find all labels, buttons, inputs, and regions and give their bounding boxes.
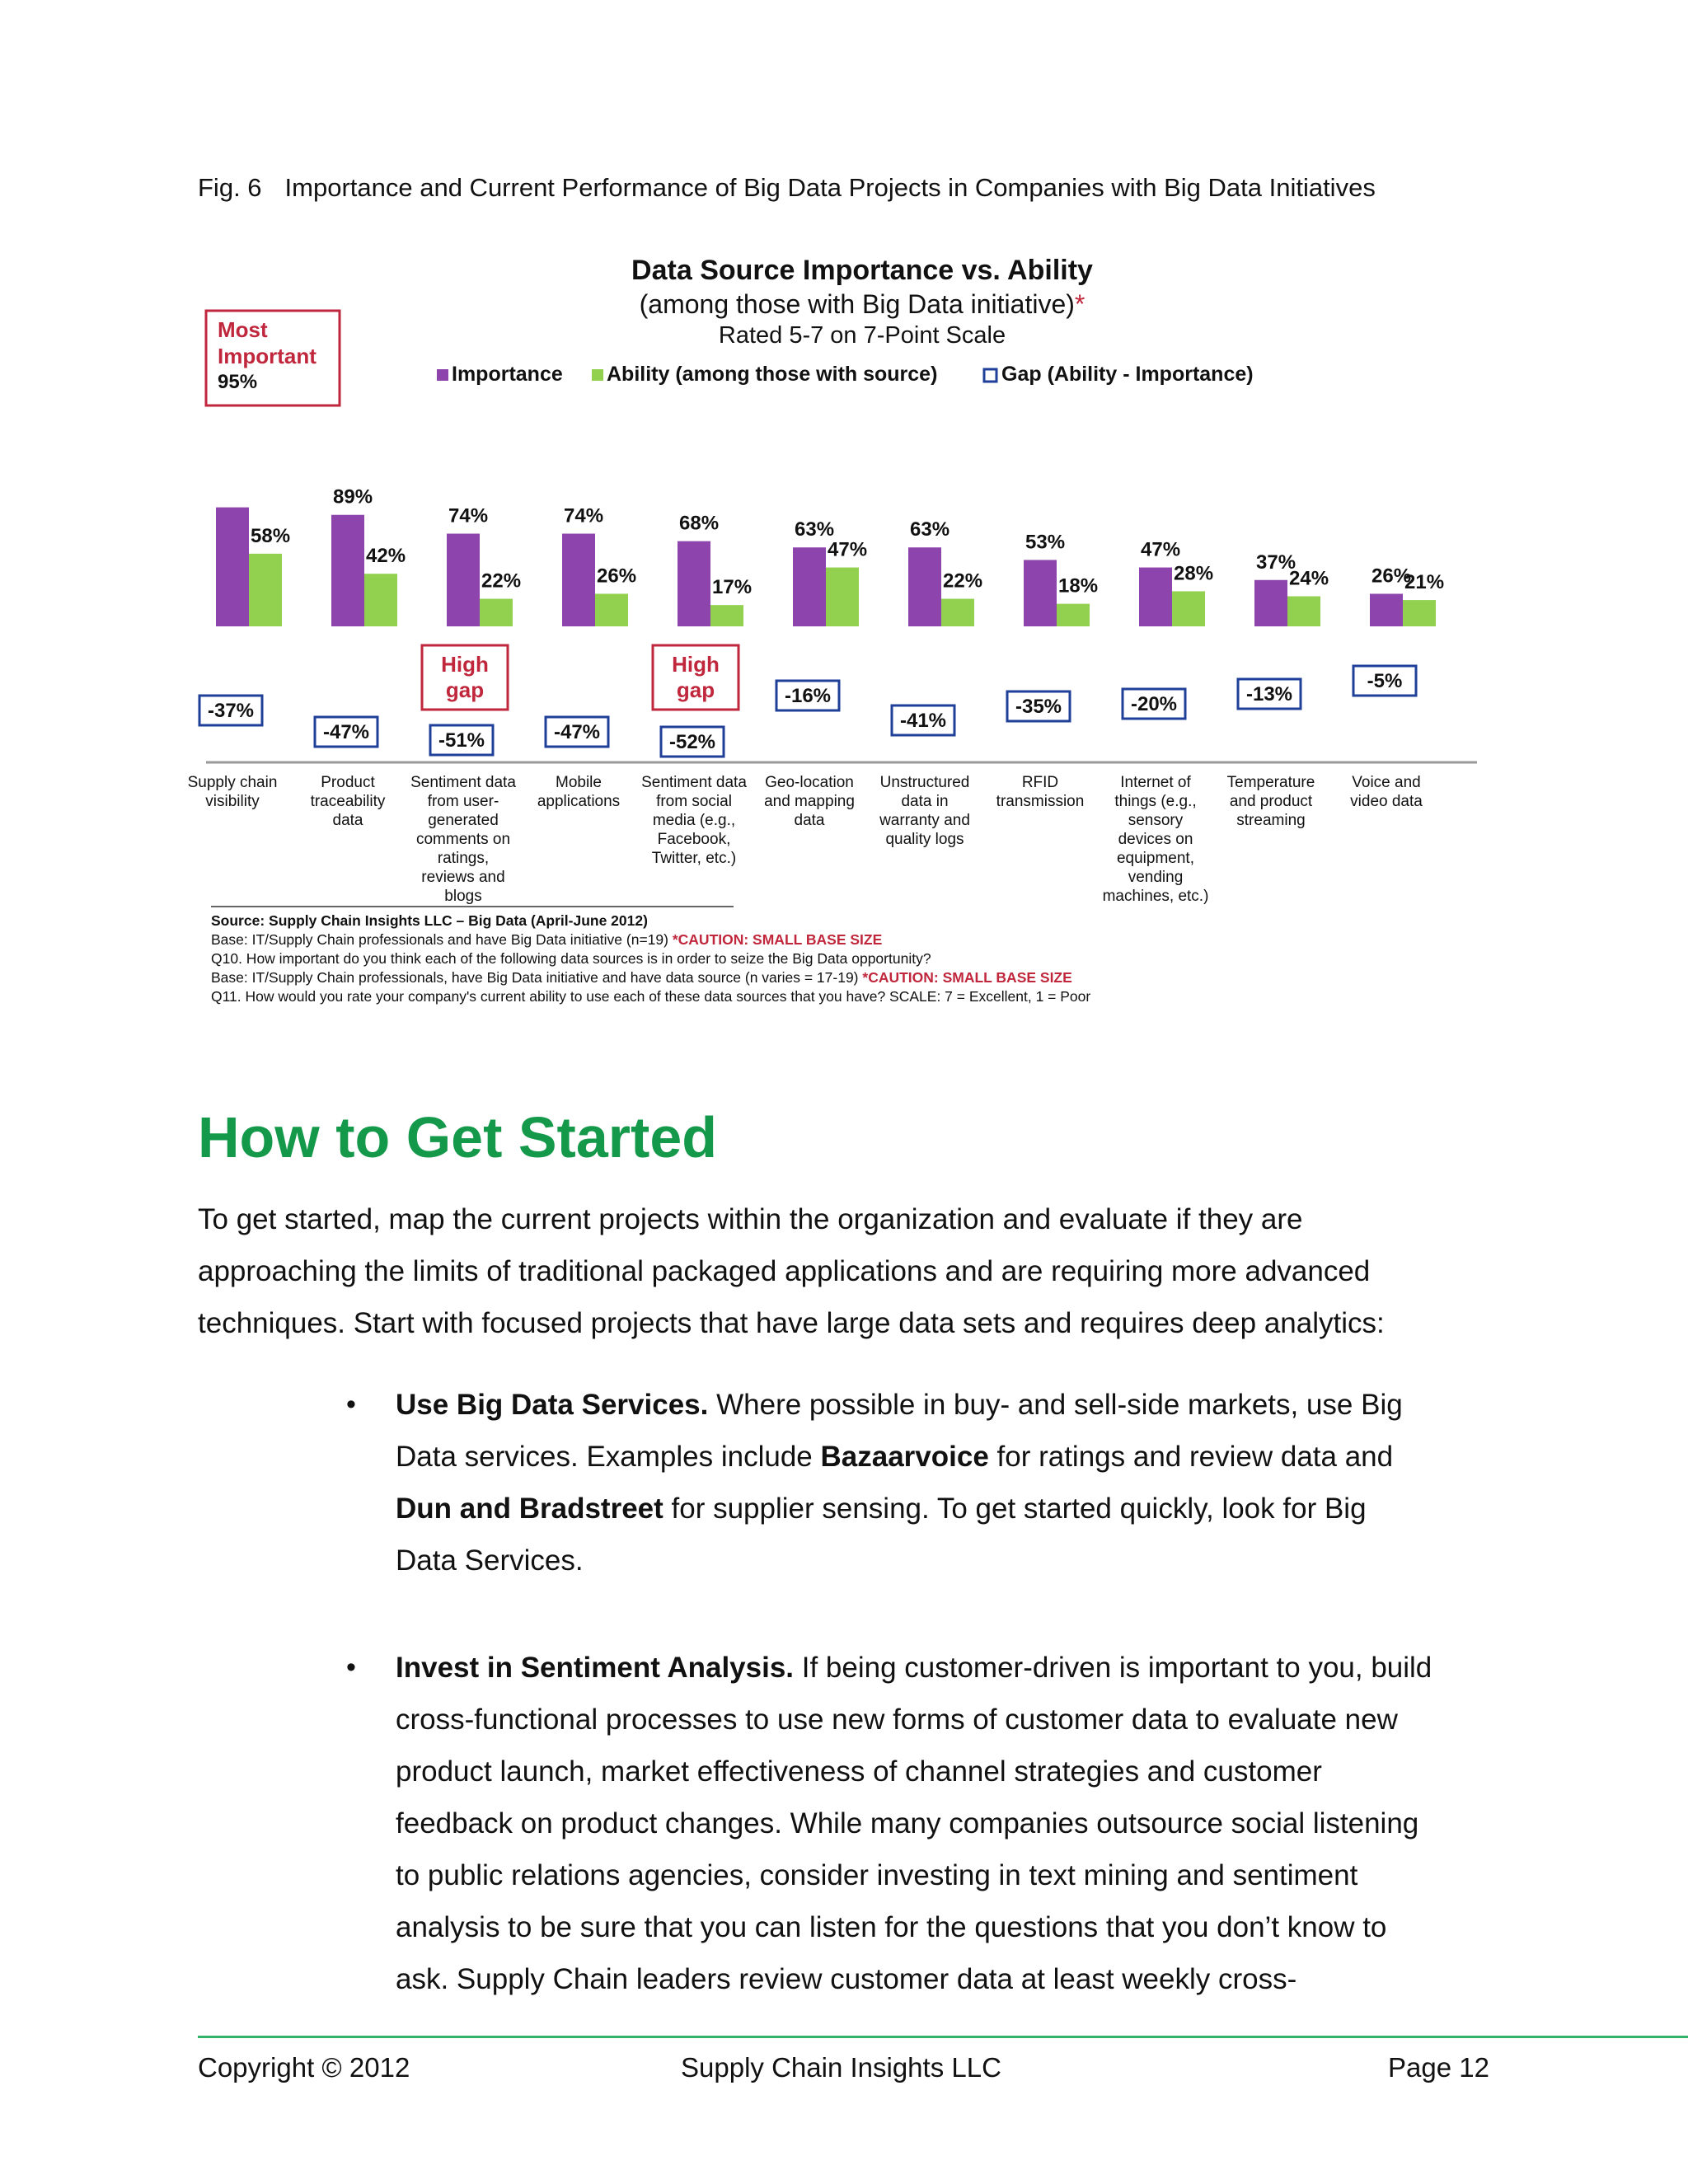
ability-bar xyxy=(941,599,974,626)
gap-value-label: -47% xyxy=(553,721,601,743)
bullet-text: Where possible in buy- and sell-side markets, use Big xyxy=(708,1389,1403,1421)
ability-bar xyxy=(710,605,743,626)
footer-page-number: Page 12 xyxy=(1388,2052,1489,2083)
importance-data-label: 26% xyxy=(1372,565,1412,588)
bullet-line xyxy=(396,1431,1500,1483)
bullet-text: for ratings and review data and xyxy=(988,1441,1394,1473)
bullet-line xyxy=(396,1642,1500,1694)
bullet-big-data-services xyxy=(346,1379,1500,1586)
gap-value-label: -20% xyxy=(1130,693,1178,715)
importance-data-label: 53% xyxy=(1025,531,1066,554)
footer-rule xyxy=(198,2036,1688,2038)
importance-bar xyxy=(447,534,480,626)
gap-value-label: -16% xyxy=(784,685,832,707)
intro-line: techniques. Start with focused projects that have large data sets and requires deep analytics: xyxy=(198,1307,1385,1339)
category-label: Internet of things (e.g., sensory devices on equipment, vending machines, etc.) xyxy=(1102,774,1209,905)
chart-subtitle: (among those with Big Data initiative)* xyxy=(639,289,1085,319)
importance-data-label: 95% xyxy=(218,371,258,393)
ability-bar xyxy=(1403,600,1436,626)
category-label: Supply chain visibility xyxy=(187,774,278,810)
figure-caption-text: Importance and Current Performance of Big Data Projects in Companies with Big Data Initiatives xyxy=(284,173,1376,202)
bullet-line: to public relations agencies, consider investing in text mining and sentiment xyxy=(396,1859,1358,1891)
importance-data-label: 68% xyxy=(679,512,720,535)
importance-data-label: 63% xyxy=(910,518,950,541)
intro-paragraph xyxy=(198,1193,1517,1349)
high-gap-callout-text: gap xyxy=(676,677,715,702)
ability-data-label: 42% xyxy=(366,545,406,568)
importance-bar xyxy=(331,515,364,626)
importance-bar xyxy=(216,508,249,626)
ability-bar xyxy=(1172,591,1205,626)
ability-data-label: 22% xyxy=(481,569,522,593)
base-line-2: Base: IT/Supply Chain professionals, have Big Data initiative and have data source (n varies = 17-19) *CAUTION: SMALL BASE SIZE xyxy=(211,969,1072,986)
importance-bar xyxy=(793,547,826,626)
gap-value-label: -51% xyxy=(438,729,485,752)
chart xyxy=(187,243,1500,1026)
chart-legend xyxy=(437,363,1254,386)
bullet-dot: • xyxy=(346,1389,356,1420)
importance-bar xyxy=(1024,560,1057,626)
ability-data-label: 58% xyxy=(251,524,291,547)
q11-line: Q11. How would you rate your company's current ability to use each of these data sources that you have? SCALE: 7 = Excellent, 1 = Poor xyxy=(211,988,1091,1005)
ability-bar xyxy=(1057,604,1090,626)
most-important-callout-text: Most Important xyxy=(218,317,316,368)
category-label: Temperature and product streaming xyxy=(1226,774,1315,829)
section-heading: How to Get Started xyxy=(198,1105,718,1169)
importance-bar xyxy=(1254,580,1287,626)
chart-title: Data Source Importance vs. Ability xyxy=(631,255,1093,286)
importance-bar xyxy=(1370,593,1403,626)
legend-label-gap: Gap (Ability - Importance) xyxy=(1001,363,1254,386)
q10-line: Q10. How important do you think each of the following data sources is in order to seize the Big Data opportunity? xyxy=(211,950,931,967)
importance-data-label: 63% xyxy=(795,518,835,541)
bullet-line: ask. Supply Chain leaders review customer data at least weekly cross- xyxy=(396,1963,1297,1995)
bazaarvoice-term: Bazaarvoice xyxy=(820,1441,989,1473)
ability-bar xyxy=(249,554,282,626)
ability-data-label: 21% xyxy=(1404,571,1445,594)
ability-bar xyxy=(364,574,397,626)
importance-data-label: 74% xyxy=(564,504,604,527)
bullet-line: feedback on product changes. While many companies outsource social listening xyxy=(396,1807,1419,1840)
category-label: Product traceability data xyxy=(310,774,386,829)
gap-value-label: -35% xyxy=(1015,696,1062,718)
bar-chart-svg xyxy=(187,243,1500,1026)
gap-value-label: -5% xyxy=(1367,670,1403,692)
category-label: Unstructured data in warranty and quality logs xyxy=(879,774,970,848)
intro-line: To get started, map the current projects within the organization and evaluate if they are xyxy=(198,1203,1303,1235)
importance-data-label: 47% xyxy=(1141,538,1181,561)
gap-value-label: -52% xyxy=(668,731,716,753)
source-line: Source: Supply Chain Insights LLC – Big Data (April-June 2012) xyxy=(211,912,648,929)
importance-data-label: 37% xyxy=(1256,551,1296,574)
bullet-line: product launch, market effectiveness of channel strategies and customer xyxy=(396,1755,1322,1788)
bullet-line: Data Services. xyxy=(396,1544,584,1577)
importance-data-label: 89% xyxy=(333,485,373,509)
importance-bar xyxy=(678,541,710,626)
figure-number: Fig. 6 xyxy=(198,173,262,202)
bullet-line: analysis to be sure that you can listen for the questions that you don’t know to xyxy=(396,1911,1387,1943)
gap-value-label: -41% xyxy=(899,710,947,732)
bullet-text: Data services. Examples include xyxy=(396,1441,821,1473)
category-label: RFID transmission xyxy=(996,774,1085,810)
ability-data-label: 28% xyxy=(1174,562,1214,585)
gap-value-label: -47% xyxy=(322,721,370,743)
category-label: Sentiment data from user-generated comments on ratings, reviews and blogs xyxy=(410,774,516,905)
bullet-dot: • xyxy=(346,1652,356,1683)
legend-label-importance: Importance xyxy=(452,363,563,386)
importance-bar xyxy=(908,547,941,626)
importance-bar xyxy=(1139,568,1172,626)
bullet-line: cross-functional processes to use new forms of customer data to evaluate new xyxy=(396,1704,1398,1736)
category-label: Voice and video data xyxy=(1350,774,1423,810)
dun-and-bradstreet-term: Dun and Bradstreet xyxy=(396,1493,663,1525)
ability-data-label: 22% xyxy=(943,569,983,593)
footer-copyright: Copyright © 2012 xyxy=(198,2052,410,2083)
ability-data-label: 18% xyxy=(1058,574,1099,598)
importance-data-label: 74% xyxy=(448,504,489,527)
ability-data-label: 26% xyxy=(597,565,637,588)
legend-swatch-importance xyxy=(437,369,448,381)
ability-bar xyxy=(595,593,628,626)
bullet-line xyxy=(396,1483,1500,1535)
ability-bar xyxy=(826,568,859,626)
high-gap-callout-text: High xyxy=(672,652,720,677)
ability-bar xyxy=(480,599,513,626)
intro-line: approaching the limits of traditional packaged applications and are requiring more advanced xyxy=(198,1255,1371,1287)
category-label: Sentiment data from social media (e.g., Facebook, Twitter, etc.) xyxy=(641,774,747,867)
ability-data-label: 17% xyxy=(712,576,753,599)
bullet-sentiment-analysis xyxy=(346,1642,1500,2005)
importance-bar xyxy=(562,534,595,626)
source-notes xyxy=(211,912,1090,1005)
ability-data-label: 47% xyxy=(828,538,868,561)
category-label: Mobile applications xyxy=(537,774,621,810)
bullet-title: Use Big Data Services. xyxy=(396,1389,709,1421)
gap-value-label: -37% xyxy=(207,700,255,722)
legend-swatch-ability xyxy=(592,369,603,381)
gap-value-label: -13% xyxy=(1245,683,1293,705)
figure-caption xyxy=(198,173,1376,203)
bullet-text: for supplier sensing. To get started quickly, look for Big xyxy=(663,1493,1367,1525)
bullet-line xyxy=(396,1379,1500,1431)
category-label: Geo-location and mapping data xyxy=(764,774,855,829)
chart-subtitle-scale: Rated 5-7 on 7-Point Scale xyxy=(718,322,1006,349)
bullet-text: If being customer-driven is important to you, build xyxy=(794,1652,1432,1684)
legend-label-ability: Ability (among those with source) xyxy=(607,363,938,386)
high-gap-callout-text: High xyxy=(441,652,489,677)
ability-bar xyxy=(1287,597,1320,626)
high-gap-callout-text: gap xyxy=(445,677,485,702)
legend-swatch-gap xyxy=(984,369,996,382)
bullet-title: Invest in Sentiment Analysis. xyxy=(396,1652,795,1684)
labels-layer xyxy=(188,371,1444,905)
ability-data-label: 24% xyxy=(1289,567,1329,590)
base-line-1: Base: IT/Supply Chain professionals and have Big Data initiative (n=19) *CAUTION: SMALL BASE SIZE xyxy=(211,931,883,948)
footer-company: Supply Chain Insights LLC xyxy=(681,2052,1001,2083)
